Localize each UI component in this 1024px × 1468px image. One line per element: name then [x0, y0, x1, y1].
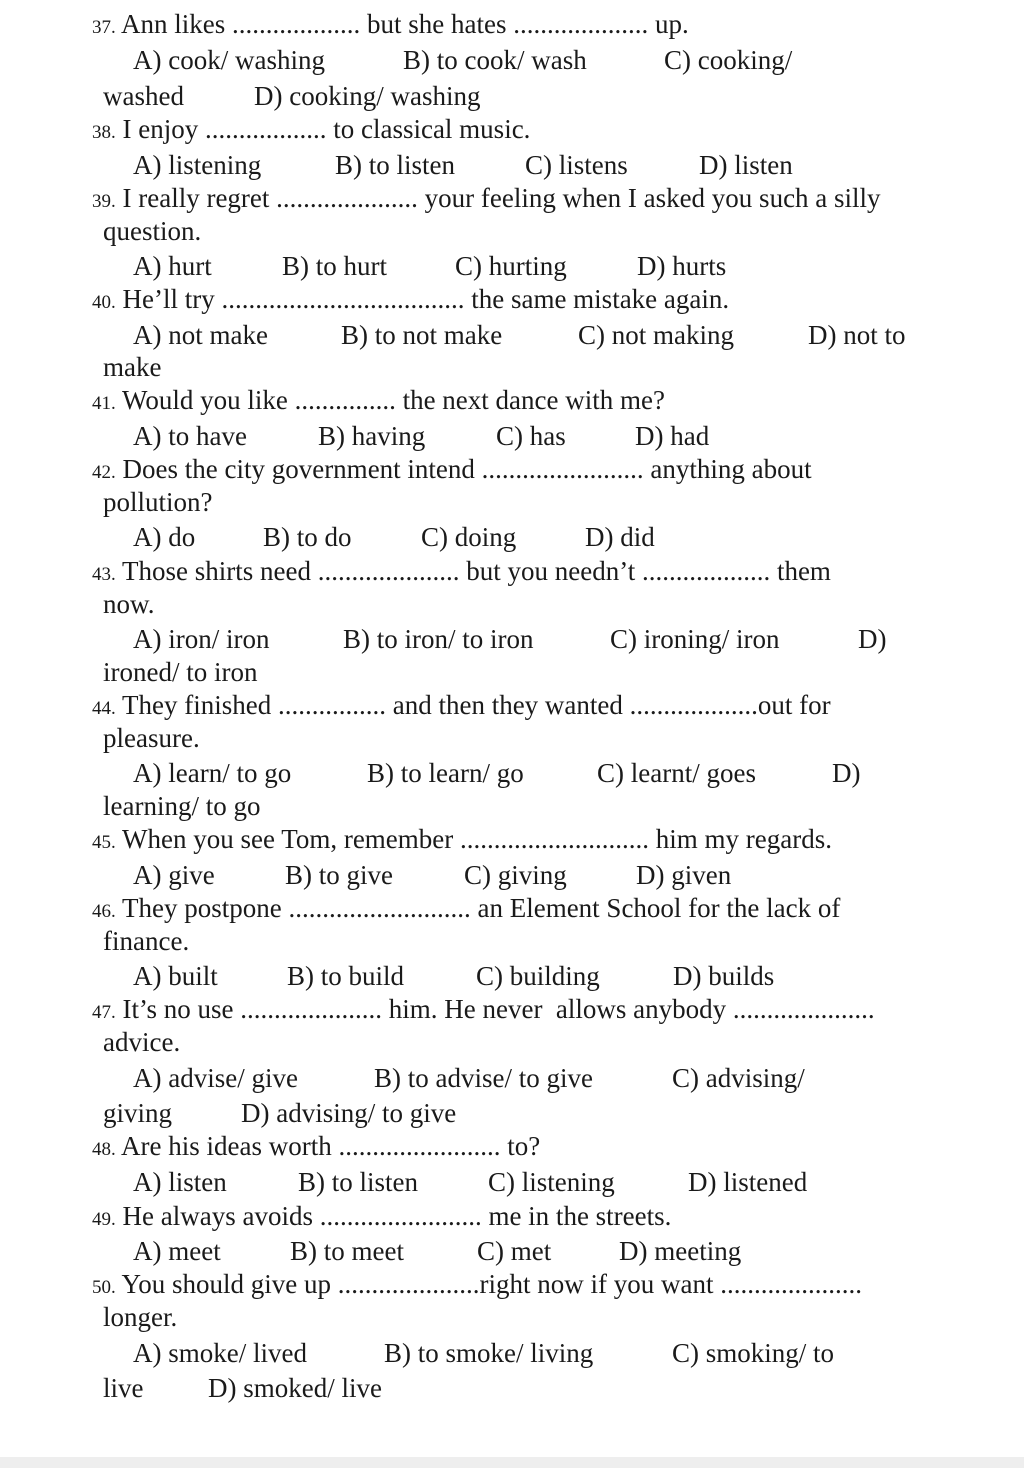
question-40 [92, 283, 729, 319]
option: B) to meet [290, 1236, 404, 1266]
option: D) meeting [619, 1236, 742, 1266]
option-continuation: live [103, 1373, 144, 1403]
question-stem: I enjoy .................. to classical music. [122, 114, 531, 144]
option: D) advising/ to give [241, 1098, 457, 1128]
option: C) building [476, 961, 600, 991]
option: C) not making [578, 320, 734, 350]
question-stem: Those shirts need ..................... but you needn’t ................... them [122, 556, 831, 586]
option: A) smoke/ lived [133, 1338, 307, 1368]
option: D) did [585, 522, 655, 552]
question-stem: Are his ideas worth ........................ to? [121, 1131, 541, 1161]
option: D) cooking/ washing [254, 81, 481, 111]
question-number: 37. [92, 17, 116, 38]
option: D) [858, 624, 887, 654]
option: B) having [318, 421, 426, 451]
question-stem: You should give up .....................right now if you want ..................... [121, 1269, 863, 1299]
option: B) to listen [335, 150, 455, 180]
question-number: 46. [92, 901, 116, 922]
question-37 [92, 8, 689, 44]
question-stem-continuation: question. [103, 216, 202, 246]
option: B) to hurt [282, 251, 387, 281]
option-continuation: ironed/ to iron [103, 657, 258, 687]
option: A) advise/ give [133, 1063, 298, 1093]
question-number: 47. [92, 1002, 116, 1023]
question-49 [92, 1200, 671, 1236]
option: C) listening [488, 1167, 615, 1197]
question-41 [92, 384, 665, 420]
question-stem: Would you like ............... the next dance with me? [122, 385, 665, 415]
option: D) had [635, 421, 710, 451]
question-stem-continuation: pleasure. [103, 723, 200, 753]
option: B) to iron/ to iron [343, 624, 534, 654]
question-stem: They postpone ........................... an Element School for the lack of [122, 893, 841, 923]
option: D) given [636, 860, 732, 890]
option: D) hurts [637, 251, 727, 281]
option: B) to learn/ go [367, 758, 524, 788]
question-42 [92, 453, 812, 489]
option: D) listen [699, 150, 793, 180]
option-continuation: giving [103, 1098, 173, 1128]
option: C) cooking/ [664, 45, 793, 75]
option: A) to have [133, 421, 247, 451]
question-number: 43. [92, 564, 116, 585]
option: C) ironing/ iron [610, 624, 780, 654]
question-number: 45. [92, 832, 116, 853]
option: A) hurt [133, 251, 212, 281]
question-stem: He’ll try .................................... the same mistake again. [122, 284, 730, 314]
option: B) to not make [341, 320, 503, 350]
option: A) iron/ iron [133, 624, 270, 654]
option: A) do [133, 522, 196, 552]
option: A) learn/ to go [133, 758, 292, 788]
option: D) not to [808, 320, 906, 350]
question-number: 39. [92, 191, 116, 212]
option: A) cook/ washing [133, 45, 325, 75]
question-stem-continuation: now. [103, 589, 155, 619]
option: A) listening [133, 150, 262, 180]
question-stem: Does the city government intend ........................ anything about [122, 454, 812, 484]
option: B) to listen [298, 1167, 418, 1197]
option-continuation: learning/ to go [103, 791, 261, 821]
question-number: 41. [92, 393, 116, 414]
question-number: 42. [92, 462, 116, 483]
option: C) learnt/ goes [597, 758, 756, 788]
question-45 [92, 823, 832, 859]
question-38 [92, 113, 530, 149]
option: A) meet [133, 1236, 221, 1266]
question-stem-continuation: advice. [103, 1027, 181, 1057]
option: A) listen [133, 1167, 227, 1197]
option: B) to advise/ to give [374, 1063, 593, 1093]
option: B) to build [287, 961, 405, 991]
question-stem: They finished ................ and then they wanted ...................out for [122, 690, 831, 720]
question-stem-continuation: pollution? [103, 487, 213, 517]
question-number: 38. [92, 122, 116, 143]
question-50 [92, 1268, 862, 1304]
question-stem-continuation: longer. [103, 1302, 178, 1332]
option: D) smoked/ live [208, 1373, 382, 1403]
question-number: 50. [92, 1277, 116, 1298]
question-stem: Ann likes ................... but she hates .................... up. [121, 9, 689, 39]
option: D) builds [673, 961, 775, 991]
option: C) met [477, 1236, 552, 1266]
option: A) built [133, 961, 218, 991]
option: C) listens [525, 150, 628, 180]
option: C) doing [421, 522, 517, 552]
question-stem: He always avoids ........................ me in the streets. [122, 1201, 672, 1231]
question-43 [92, 555, 831, 591]
question-44 [92, 689, 831, 725]
question-number: 48. [92, 1139, 116, 1160]
option-continuation: make [103, 352, 162, 382]
option: B) to cook/ wash [403, 45, 587, 75]
option-continuation: washed [103, 81, 184, 111]
option: D) listened [688, 1167, 808, 1197]
question-stem: I really regret ..................... your feeling when I asked you such a silly [122, 183, 881, 213]
question-stem: It’s no use ..................... him. He never allows anybody ..................... [122, 994, 875, 1024]
question-number: 40. [92, 292, 116, 313]
option: D) [832, 758, 861, 788]
question-46 [92, 892, 840, 928]
question-number: 44. [92, 698, 116, 719]
option: B) to do [263, 522, 352, 552]
option: C) advising/ [672, 1063, 805, 1093]
option: C) hurting [455, 251, 567, 281]
page-bottom-edge [0, 1457, 1024, 1468]
question-39 [92, 182, 881, 218]
option: A) not make [133, 320, 268, 350]
option: A) give [133, 860, 215, 890]
option: C) has [496, 421, 566, 451]
question-stem: When you see Tom, remember ............................ him my regards. [122, 824, 832, 854]
question-stem-continuation: finance. [103, 926, 190, 956]
option: C) smoking/ to [672, 1338, 835, 1368]
option: B) to smoke/ living [384, 1338, 594, 1368]
option: B) to give [285, 860, 393, 890]
question-number: 49. [92, 1209, 116, 1230]
question-47 [92, 993, 875, 1029]
question-48 [92, 1130, 540, 1166]
option: C) giving [464, 860, 567, 890]
